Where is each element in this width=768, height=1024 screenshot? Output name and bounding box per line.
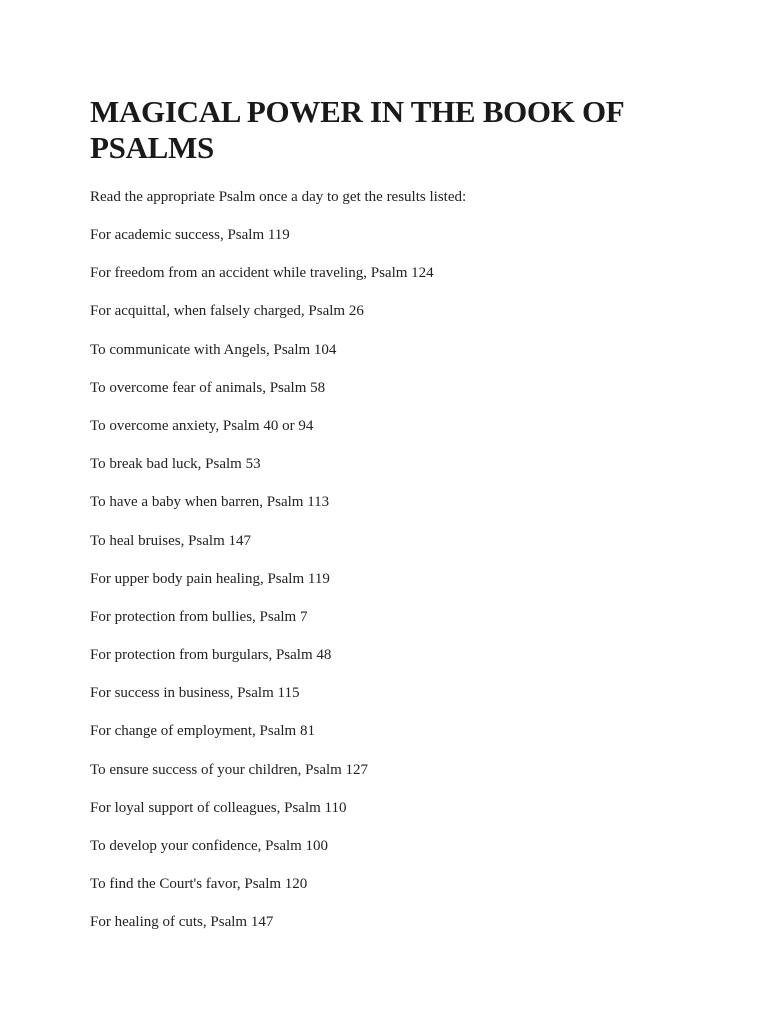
list-item: For protection from burgulars, Psalm 48: [90, 647, 332, 664]
document-intro: Read the appropriate Psalm once a day to get the results listed:: [90, 189, 467, 205]
list-item: For upper body pain healing, Psalm 119: [90, 570, 330, 587]
list-item: For freedom from an accident while traveling, Psalm 124: [90, 265, 434, 282]
psalm-list: [90, 225, 710, 932]
list-item: To overcome fear of animals, Psalm 58: [90, 379, 326, 396]
list-item: To communicate with Angels, Psalm 104: [90, 341, 337, 358]
list-item: For academic success, Psalm 119: [90, 227, 290, 243]
list-item: To overcome anxiety, Psalm 40 or 94: [90, 417, 314, 434]
list-item: For acquittal, when falsely charged, Psalm 26: [90, 303, 364, 320]
list-item: For healing of cuts, Psalm 147: [90, 914, 274, 931]
list-item: For protection from bullies, Psalm 7: [90, 608, 308, 625]
list-item: To find the Court's favor, Psalm 120: [90, 876, 308, 893]
list-item: To ensure success of your children, Psalm 127: [90, 761, 369, 778]
document-title: MAGICAL POWER IN THE BOOK OF PSALMS: [90, 94, 624, 165]
list-item: To have a baby when barren, Psalm 113: [90, 494, 330, 511]
list-item: For change of employment, Psalm 81: [90, 723, 315, 740]
list-item: To develop your confidence, Psalm 100: [90, 838, 329, 854]
list-item: For success in business, Psalm 115: [90, 685, 300, 702]
list-item: For loyal support of colleagues, Psalm 110: [90, 799, 347, 816]
list-item: To heal bruises, Psalm 147: [90, 532, 252, 549]
list-item: To break bad luck, Psalm 53: [90, 456, 261, 473]
document-page: [90, 94, 710, 932]
